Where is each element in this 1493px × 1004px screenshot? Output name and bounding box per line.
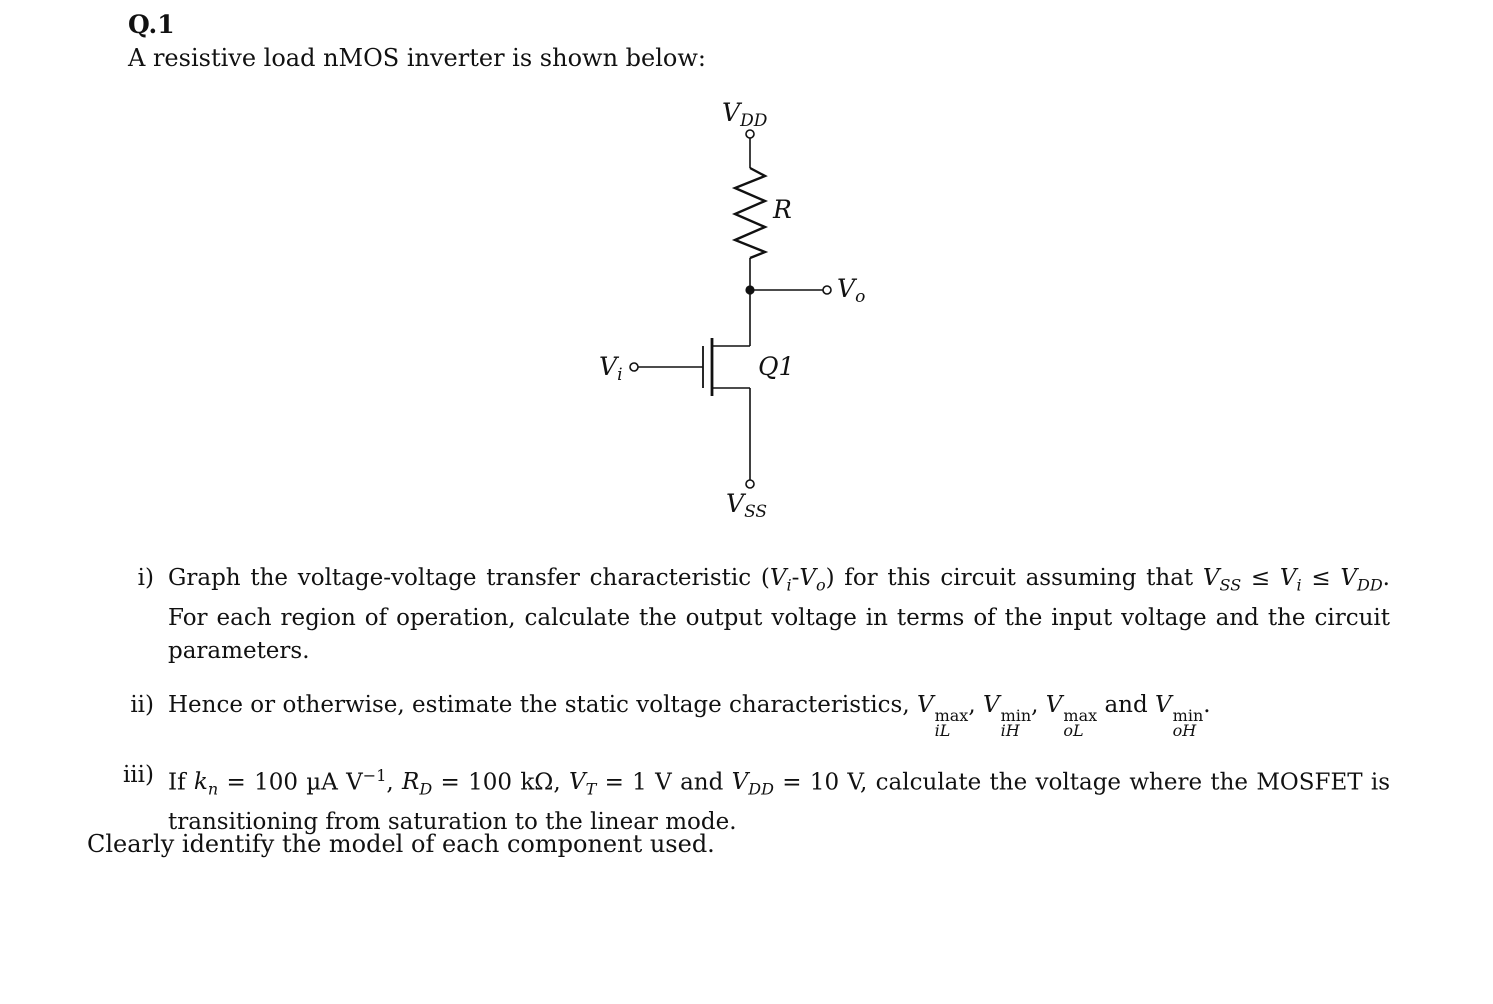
resistor-r xyxy=(735,168,765,258)
question-intro: A resistive load nMOS inverter is shown below: xyxy=(128,44,706,72)
vdd-label: $V_{DD}$ xyxy=(722,98,768,131)
input-terminal xyxy=(630,363,638,371)
transistor-label: Q1 xyxy=(758,352,795,381)
vss-label: $V_{SS}$ xyxy=(726,489,768,522)
part-iii xyxy=(100,759,1390,839)
question-parts xyxy=(100,562,1390,860)
inverter-circuit-diagram xyxy=(560,90,920,530)
output-label: $V_o$ xyxy=(837,274,866,307)
closing-instruction: Clearly identify the model of each component used. xyxy=(87,830,715,858)
part-text: Graph the voltage-voltage transfer characteristic $(V_i-V_o)$ for this circuit assuming that $V_{SS} \le V_i \le V_{DD}$. For each region of operation, calculate the output voltage in terms of the input voltage and the circuit parameters. xyxy=(168,565,1390,664)
part-text: If $k_n = 100$ µA $V^{-1}$, $R_D = 100$ kΩ, $V_T = 1$ V and $V_{DD} = 10$ V, calculate the voltage where the MOSFET is transitioning from saturation to the linear mode. xyxy=(168,765,1391,835)
vdd-terminal xyxy=(746,130,754,138)
part-text: Hence or otherwise, estimate the static voltage characteristics, V max iL , V min iH , V max oL and V min oH . xyxy=(168,691,1211,740)
part-i xyxy=(100,562,1390,668)
resistor-label: R xyxy=(773,195,792,224)
question-heading: Q.1 xyxy=(128,10,175,39)
vss-terminal xyxy=(746,480,754,488)
output-terminal xyxy=(823,286,831,294)
input-label: $V_i$ xyxy=(599,352,623,385)
part-number: i) xyxy=(137,565,154,591)
part-number: iii) xyxy=(122,761,154,788)
output-node-dot xyxy=(745,285,754,294)
part-number: ii) xyxy=(130,691,154,718)
part-ii xyxy=(100,689,1390,738)
